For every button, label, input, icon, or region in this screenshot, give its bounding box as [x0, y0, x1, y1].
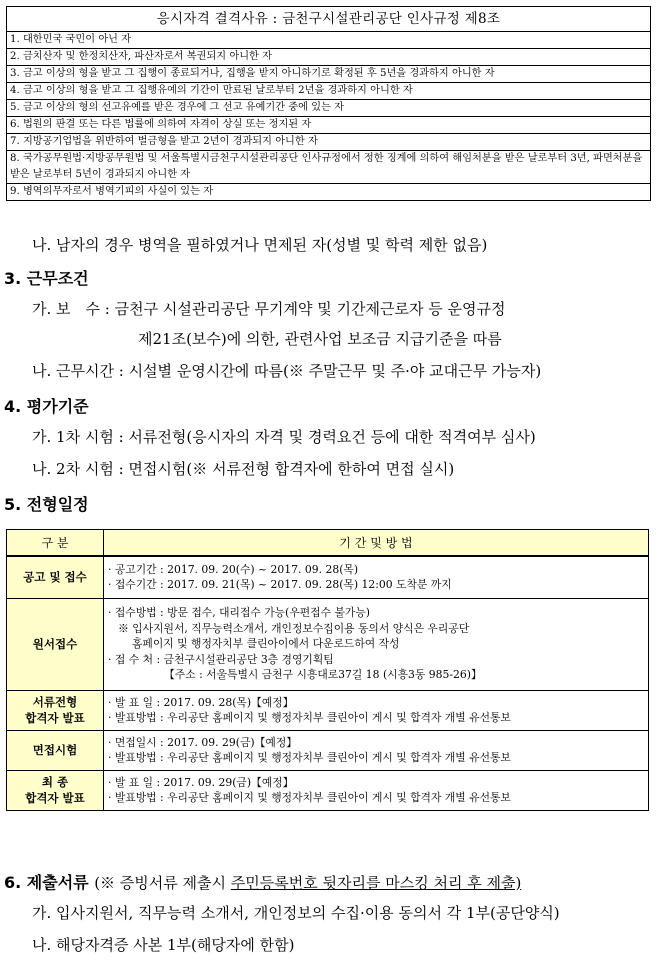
row-label: 원서접수 [7, 598, 104, 690]
section-5-title: 5. 전형일정 [4, 495, 89, 514]
disqualification-item: 8. 국가공무원법·지방공무원법 및 서울특별시금천구시설관리공단 인사규정에서 정한 징계에 의하여 해임처분을 받은 날로부터 3년, 파면처분을 받은 날로부터 5년이 경과되지 아니한 자 [7, 151, 650, 184]
documents-item-1: 가. 입사지원서, 직무능력 소개서, 개인정보의 수집·이용 동의서 각 1부(공단양식) [32, 904, 560, 922]
section-4-title: 4. 평가기준 [4, 397, 89, 416]
row-label: 면접시험 [7, 730, 104, 770]
row-line: · 면접일시 : 2017. 09. 29(금)【예정】 [108, 735, 298, 749]
row-line: ※ 입사지원서, 직무능력소개서, 개인정보수집이용 동의서 양식은 우리공단 [118, 621, 470, 635]
table-row [7, 556, 649, 598]
disqualification-item: 4. 금고 이상의 형을 받고 그 집행유예의 기간이 만료된 날로부터 2년을 경과하지 아니한 자 [7, 83, 650, 100]
row-label-line: 최 종 [41, 775, 69, 789]
section-6-title-text: 6. 제출서류 [4, 873, 89, 892]
row-label-line: 합격자 발표 [25, 791, 85, 805]
work-hours: 나. 근무시간 : 시설별 운영시간에 따름(※ 주말근무 및 주·야 교대근무 가능자) [32, 362, 542, 380]
pay-line-2: 제21조(보수)에 의한, 관련사업 보조금 지급기준을 따름 [138, 330, 502, 348]
schedule-header-row [7, 530, 649, 557]
schedule-table [6, 529, 649, 811]
row-line: · 발표방법 : 우리공단 홈페이지 및 행정자치부 클린아이 게시 및 합격자 개별 유선통보 [108, 791, 511, 804]
row-line: · 접수방법 : 방문 접수, 대리접수 가능(우편접수 불가능) [108, 606, 370, 620]
table-row [7, 690, 649, 730]
disqualification-item: 2. 금치산자 및 한정치산자, 파산자로서 복권되지 아니한 자 [7, 49, 650, 66]
row-line: · 접 수 처 : 금천구시설관리공단 3층 경영기획팀 [108, 652, 334, 666]
row-label [7, 690, 104, 730]
row-content [104, 598, 649, 690]
row-line: · 접수기간 : 2017. 09. 21(목) ~ 2017. 09. 28(목) 12:00 도착분 까지 [108, 578, 452, 592]
first-exam: 가. 1차 시험 : 서류전형(응시자의 자격 및 경력요건 등에 대한 적격여부 심사) [32, 428, 536, 446]
disqualification-item: 6. 법원의 판결 또는 다른 법률에 의하여 자격이 상실 또는 정지된 자 [7, 117, 650, 134]
table-row [7, 730, 649, 770]
table-row [7, 770, 649, 810]
row-label-line: 서류전형 [32, 695, 78, 709]
disqualification-item: 5. 금고 이상의 형의 선고유예를 받은 경우에 그 선고 유예기간 중에 있는 자 [7, 100, 650, 117]
section-6-note-underlined: 주민등록번호 뒷자리를 마스킹 처리 후 제출) [230, 874, 522, 892]
row-line: 【주소 : 서울특별시 금천구 시흥대로37길 18 (시흥3동 985-26)】 [164, 668, 482, 682]
disqualification-item: 7. 지방공기업법을 위반하여 벌금형을 받고 2년이 경과되지 아니한 자 [7, 134, 650, 151]
row-line: · 발표방법 : 우리공단 홈페이지 및 행정자치부 클린아이 게시 및 합격자 개별 유선통보 [108, 751, 511, 764]
row-line: · 발표방법 : 우리공단 홈페이지 및 행정자치부 클린아이 게시 및 합격자 개별 유선통보 [108, 711, 511, 724]
row-label-line: 합격자 발표 [25, 711, 85, 725]
section-3-title: 3. 근무조건 [4, 269, 89, 288]
section-6-note [94, 874, 521, 892]
row-label [7, 770, 104, 810]
section-6-note-pre: (※ 증빙서류 제출시 [94, 874, 231, 892]
row-content [104, 556, 649, 598]
header-category: 구 분 [7, 530, 104, 557]
row-content [104, 730, 649, 770]
male-requirement: 나. 남자의 경우 병역을 필하였거나 면제된 자(성별 및 학력 제한 없음) [32, 236, 488, 254]
row-label: 공고 및 접수 [7, 556, 104, 598]
row-line: 홈페이지 및 행정자치부 클린아이에서 다운로드하여 작성 [132, 637, 400, 651]
disqualification-item: 9. 병역의무자로서 병역기피의 사실이 있는 자 [10, 186, 214, 197]
header-period-method: 기 간 및 방 법 [104, 530, 649, 557]
row-content [104, 770, 649, 810]
section-6-title [4, 870, 521, 893]
table-row [7, 598, 649, 690]
pay-line-1: 가. 보 수 : 금천구 시설관리공단 무기계약 및 기간제근로자 등 운영규정 [32, 300, 506, 318]
row-line: · 발 표 일 : 2017. 09. 29(금)【예정】 [108, 775, 294, 789]
disqualification-header: 응시자격 결격사유 : 금천구시설관리공단 인사규정 제8조 [7, 7, 650, 32]
row-line: · 공고기간 : 2017. 09. 20(수) ~ 2017. 09. 28(목) [108, 562, 359, 576]
disqualification-item: 1. 대한민국 국민이 아닌 자 [7, 32, 650, 49]
row-content [104, 690, 649, 730]
row-line: · 발 표 일 : 2017. 09. 28(목)【예정】 [108, 695, 294, 709]
disqualification-item: 3. 금고 이상의 형을 받고 그 집행이 종료되거나, 집행을 받지 아니하기로 확정된 후 5년을 경과하지 아니한 자 [7, 66, 650, 83]
documents-item-2: 나. 해당자격증 사본 1부(해당자에 한함) [32, 936, 295, 954]
disqualification-box [6, 6, 651, 201]
second-exam: 나. 2차 시험 : 면접시험(※ 서류전형 합격자에 한하여 면접 실시) [32, 460, 455, 478]
